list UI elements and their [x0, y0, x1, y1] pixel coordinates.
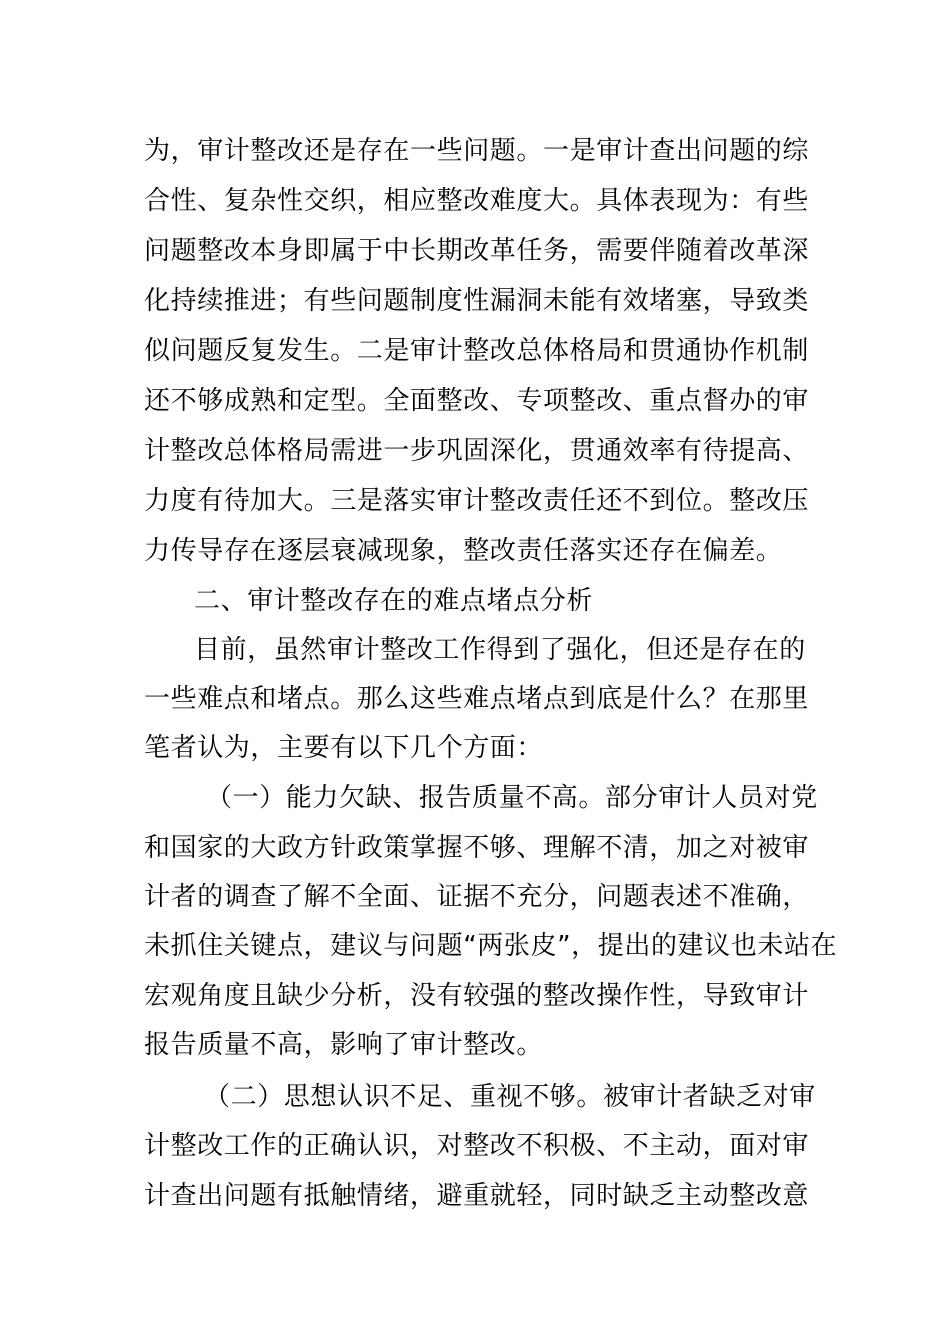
paragraph-line: （二）思想认识不足、重视不够。被审计者缺乏对审 — [204, 1082, 816, 1112]
paragraph-line: 为，审计整改还是存在一些问题。一是审计查出问题的综 — [144, 136, 810, 166]
paragraph-line: 笔者认为，主要有以下几个方面： — [144, 733, 544, 763]
paragraph-line: 问题整改本身即属于中长期改革任务，需要伴随着改革深 — [144, 236, 810, 266]
paragraph-line: 力传导存在逐层衰减现象，整改责任落实还存在偏差。 — [144, 536, 783, 566]
paragraph-line: （一）能力欠缺、报告质量不高。部分审计人员对党 — [206, 783, 818, 813]
paragraph-line: 计整改工作的正确认识，对整改不积极、不主动，面对审 — [144, 1131, 810, 1161]
paragraph-line: 计查出问题有抵触情绪，避重就轻，同时缺乏主动整改意 — [144, 1181, 810, 1211]
paragraph-line: 目前，虽然审计整改工作得到了强化，但还是存在的 — [194, 635, 806, 665]
paragraph-line: 一些难点和堵点。那么这些难点堵点到底是什么？在那里 — [144, 684, 810, 714]
paragraph-line: 还不够成熟和定型。全面整改、专项整改、重点督办的审 — [144, 386, 810, 416]
paragraph-line: 计整改总体格局需进一步巩固深化，贯通效率有待提高、 — [144, 436, 810, 466]
paragraph-line: 力度有待加大。三是落实审计整改责任还不到位。整改压 — [144, 486, 810, 516]
paragraph-line: 化持续推进；有些问题制度性漏洞未能有效堵塞，导致类 — [144, 286, 810, 316]
section-heading: 二、审计整改存在的难点堵点分析 — [194, 586, 594, 616]
paragraph-line: 合性、复杂性交织，相应整改难度大。具体表现为：有些 — [144, 186, 810, 216]
paragraph-line: 报告质量不高，影响了审计整改。 — [144, 1030, 544, 1060]
paragraph-line: 和国家的大政方针政策掌握不够、理解不清，加之对被审 — [144, 833, 810, 863]
paragraph-line: 似问题反复发生。二是审计整改总体格局和贯通协作机制 — [144, 336, 810, 366]
paragraph-line: 宏观角度且缺少分析，没有较强的整改操作性，导致审计 — [144, 981, 810, 1011]
paragraph-line: 计者的调查了解不全面、证据不充分，问题表述不准确， — [144, 882, 810, 912]
paragraph-line: 未抓住关键点，建议与问题“两张皮”，提出的建议也未站在 — [144, 931, 838, 961]
